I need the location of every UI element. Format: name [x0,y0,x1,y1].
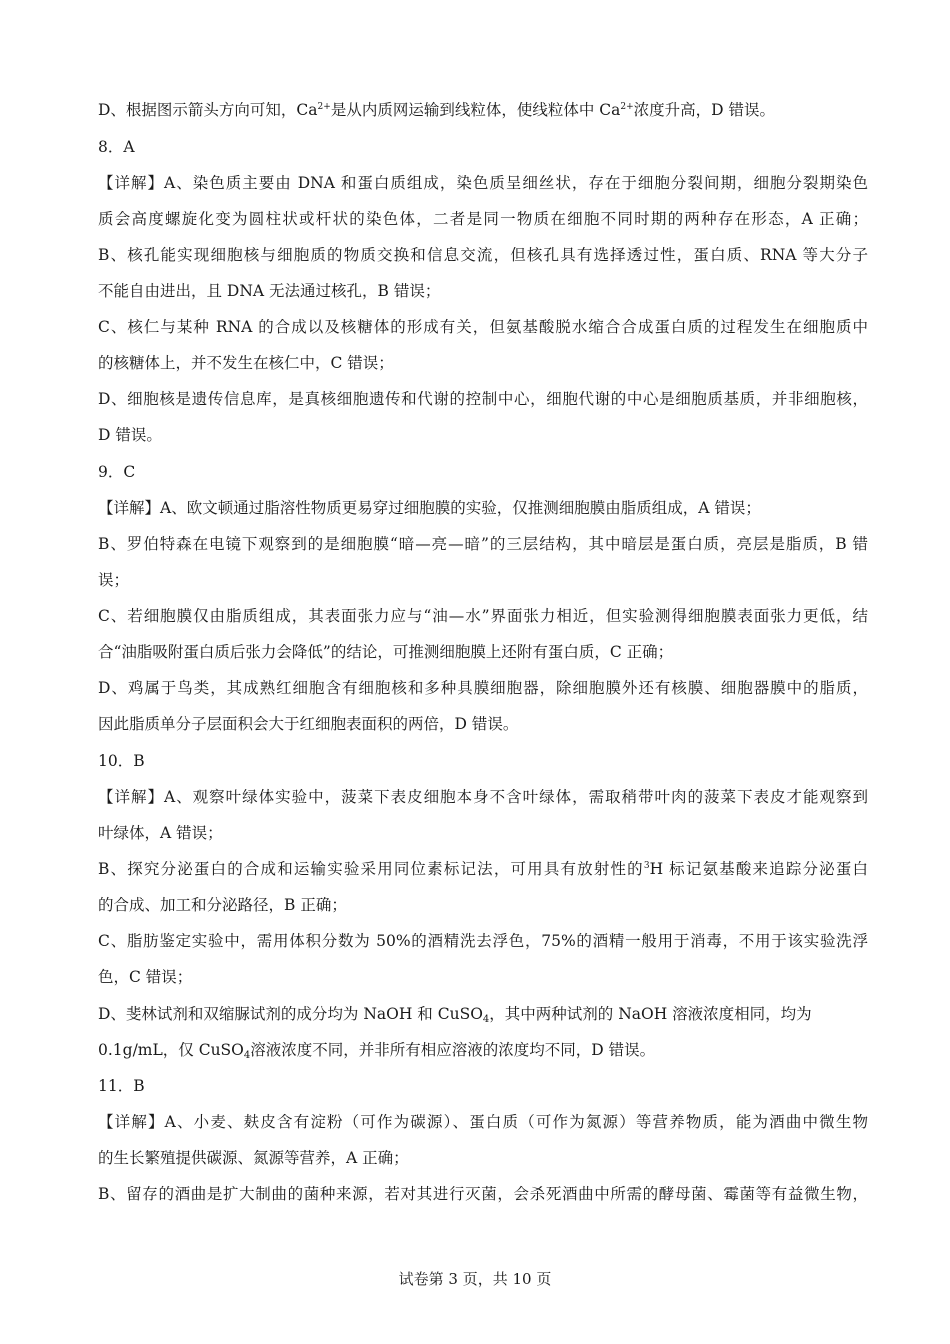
text-line: D、鸡属于鸟类，其成熟红细胞含有细胞核和多种具膜细胞器，除细胞膜外还有核膜、细胞器膜中的脂质， [98,679,868,697]
text-line: D、根据图示箭头方向可知，$Ca^{2+}$是从内质网运输到线粒体，使线粒体中 $Ca^{2+}$浓度升高，D 错误。 [98,101,775,119]
text-line: 合“油脂吸附蛋白质后张力会降低”的结论，可推测细胞膜上还附有蛋白质，C 正确； [98,643,674,661]
text-line: 0.1g/mL，仅 CuSO$_4$溶液浓度不同，并非所有相应溶液的浓度均不同，D 错误。 [98,1041,656,1061]
text-line: C、脂肪鉴定实验中，需用体积分数为 50%的酒精洗去浮色，75%的酒精一般用于消毒，不用于该实验洗浮 [98,932,868,950]
text-line: 【详解】A、小麦、麸皮含有淀粉（可作为碳源）、蛋白质（可作为氮源）等营养物质，能为酒曲中微生物 [98,1113,868,1131]
text-line: D、细胞核是遗传信息库，是真核细胞遗传和代谢的控制中心，细胞代谢的中心是细胞质基质，并非细胞核， [98,390,868,408]
text-line: B、留存的酒曲是扩大制曲的菌种来源，若对其进行灭菌，会杀死酒曲中所需的酵母菌、霉菌等有益微生物， [98,1185,868,1203]
text-line: B、探究分泌蛋白的合成和运输实验采用同位素标记法，可用具有放射性的$^3$H 标记氨基酸来追踪分泌蛋白 [98,860,868,878]
text-line: D、斐林试剂和双缩脲试剂的成分均为 NaOH 和 CuSO$_4$，其中两种试剂的 NaOH 溶液浓度相同，均为 [98,1005,812,1025]
text-line: 质会高度螺旋化变为圆柱状或杆状的染色体，二者是同一物质在细胞不同时期的两种存在形态，A 正确； [98,210,868,228]
text-line: 的核糖体上，并不发生在核仁中，C 错误； [98,354,394,372]
text-line: C、若细胞膜仅由脂质组成，其表面张力应与“油—水”界面张力相近，但实验测得细胞膜表面张力更低，结 [98,607,868,625]
text-line: 不能自由进出，且 DNA 无法通过核孔，B 错误； [98,282,441,300]
text-line: C、核仁与某种 RNA 的合成以及核糖体的形成有关，但氨基酸脱水缩合合成蛋白质的过程发生在细胞质中 [98,318,868,336]
answer-heading: 9．C [98,463,136,481]
text-line: B、罗伯特森在电镜下观察到的是细胞膜“暗—亮—暗”的三层结构，其中暗层是蛋白质，亮层是脂质，B 错 [98,535,868,553]
text-line: 【详解】A、染色质主要由 DNA 和蛋白质组成，染色质呈细丝状，存在于细胞分裂间期，细胞分裂期染色 [98,174,868,192]
answer-heading: 10．B [98,752,145,770]
answer-heading: 11．B [98,1077,145,1095]
text-line: 的生长繁殖提供碳源、氮源等营养，A 正确； [98,1149,409,1167]
text-line: 色，C 错误； [98,968,193,986]
text-line: 误； [98,571,130,589]
text-line: B、核孔能实现细胞核与细胞质的物质交换和信息交流，但核孔具有选择透过性，蛋白质、RNA 等大分子 [98,246,868,264]
text-line: 【详解】A、观察叶绿体实验中，菠菜下表皮细胞本身不含叶绿体，需取稍带叶肉的菠菜下表皮才能观察到 [98,788,868,806]
text-line: 因此脂质单分子层面积会大于红细胞表面积的两倍，D 错误。 [98,715,519,733]
page-footer: 试卷第 3 页，共 10 页 [398,1270,552,1288]
text-line: 的合成、加工和分泌路径，B 正确； [98,896,347,914]
text-line: 【详解】A、欧文顿通过脂溶性物质更易穿过细胞膜的实验，仅推测细胞膜由脂质组成，A 错误； [98,499,761,517]
text-line: D 错误。 [98,426,162,444]
text-line: 叶绿体，A 错误； [98,824,223,842]
answer-heading: 8．A [98,138,135,156]
